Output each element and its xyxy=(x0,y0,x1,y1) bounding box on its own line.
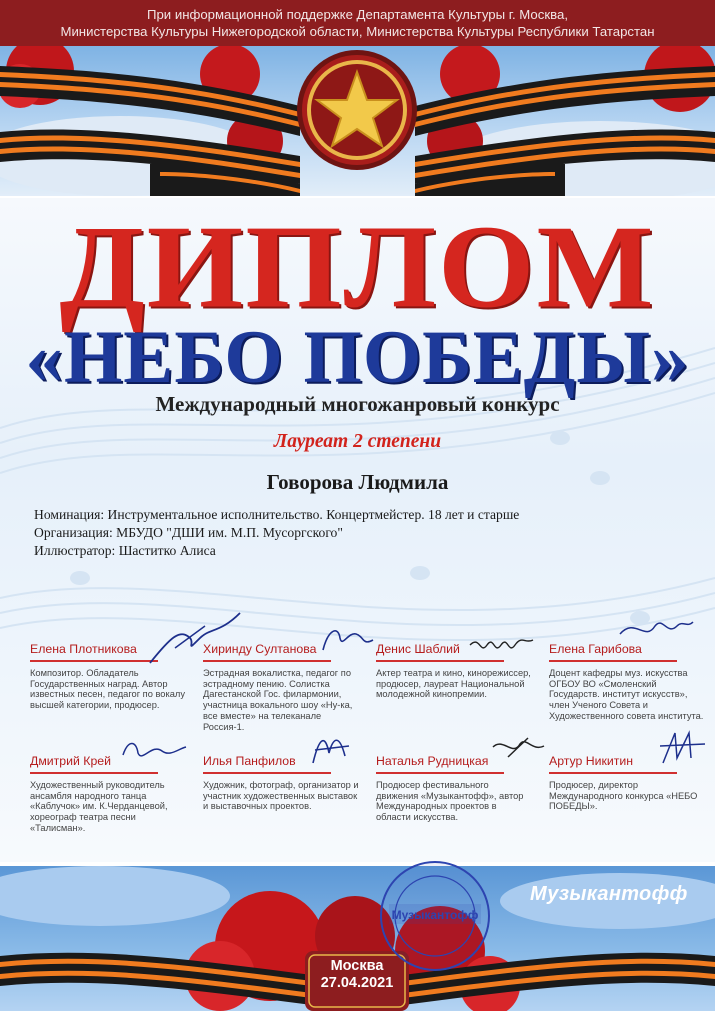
participant-name: Говорова Людмила xyxy=(266,470,449,494)
jury-description: Композитор. Обладатель Государственных наград. Автор известных песен, педагог по вокалу высшей категории, продюсер. xyxy=(30,668,185,711)
jury-description: Художественный руководитель ансамбля народного танца «Каблучок» им. К.Черданцевой, хореограф театра песни «Талисман». xyxy=(30,780,168,833)
jury-description: Эстрадная вокалистка, педагог по эстрадному пению. Солистка Дагестанской Гос. филармонии, участница вокального шоу «Ну-ка, все вместе» на телеканале Россия-1. xyxy=(203,668,353,732)
jury-description: Доцент кафедры муз. искусства ОГБОУ ВО «Смоленский Государств. институт искусств», член Ученого Совета и Художественного совета института. xyxy=(549,668,704,721)
nomination-line: Номинация: Инструментальное исполнительство. Концертмейстер. 18 лет и старше xyxy=(34,507,520,522)
event-date: 27.04.2021 xyxy=(320,975,394,991)
support-line-2: Министерства Культуры Нижегородской области, Министерства Культуры Республики Татарстан xyxy=(60,24,655,39)
jury-underline xyxy=(376,660,504,662)
ribbon-star-illustration xyxy=(0,46,715,198)
jury-name: Дмитрий Крей xyxy=(30,754,111,768)
support-text xyxy=(0,6,715,40)
award-degree: Лауреат 2 степени xyxy=(273,431,442,452)
event-city: Москва xyxy=(330,958,384,974)
signature-icon xyxy=(118,735,188,765)
jury-name: Наталья Рудницкая xyxy=(376,754,489,768)
jury-underline xyxy=(203,772,331,774)
jury-member xyxy=(549,642,714,722)
jury-description: Художник, фотограф, организатор и участник художественных выставок и выставочных проектов. xyxy=(203,780,359,812)
event-place-date xyxy=(307,958,407,992)
award-details xyxy=(34,506,694,560)
jury-underline xyxy=(30,772,158,774)
organization-line: Организация: МБУДО "ДШИ им. М.П. Мусоргского" xyxy=(34,525,343,540)
jury-member xyxy=(376,754,541,823)
jury-name: Денис Шаблий xyxy=(376,642,460,656)
illustrator-line: Иллюстратор: Шаститко Алиса xyxy=(34,543,216,558)
jury-name: Илья Панфилов xyxy=(203,754,296,768)
jury-description: Продюсер фестивального движения «Музыкантофф», автор Международных проектов в области искусства. xyxy=(376,780,524,823)
jury-description: Актер театра и кино, кинорежиссер, продюсер, лауреат Национальной молодежной кинопремии. xyxy=(376,668,531,700)
jury-name: Хиринду Султанова xyxy=(203,642,317,656)
stamp-text: Музыкантофф xyxy=(391,908,479,922)
signature-icon xyxy=(465,630,535,660)
diploma-title: ДИПЛОМ xyxy=(59,200,656,333)
jury-underline xyxy=(376,772,504,774)
signature-icon xyxy=(305,728,355,768)
signature-icon xyxy=(488,732,548,762)
contest-type: Международный многожанровый конкурс xyxy=(155,392,560,416)
jury-name: Елена Гарибова xyxy=(549,642,642,656)
jury-underline xyxy=(30,660,158,662)
jury-underline xyxy=(549,660,677,662)
jury-name: Артур Никитин xyxy=(549,754,634,768)
top-ribbon-banner xyxy=(0,46,715,198)
signature-icon xyxy=(145,608,245,668)
star-medallion-icon xyxy=(297,50,417,170)
brand-logo: Музыкантофф xyxy=(530,883,688,905)
jury-name: Елена Плотникова xyxy=(30,642,137,656)
contest-name: «НЕБО ПОБЕДЫ» xyxy=(25,316,690,399)
jury-member xyxy=(30,754,195,834)
signature-icon xyxy=(318,620,378,656)
support-line-1: При информационной поддержке Департамента Культуры г. Москва, xyxy=(146,7,568,22)
jury-description: Продюсер, директор Международного конкурса «НЕБО ПОБЕДЫ». xyxy=(549,780,698,812)
signature-icon xyxy=(615,612,695,648)
jury-underline xyxy=(549,772,677,774)
signature-icon xyxy=(655,728,710,768)
